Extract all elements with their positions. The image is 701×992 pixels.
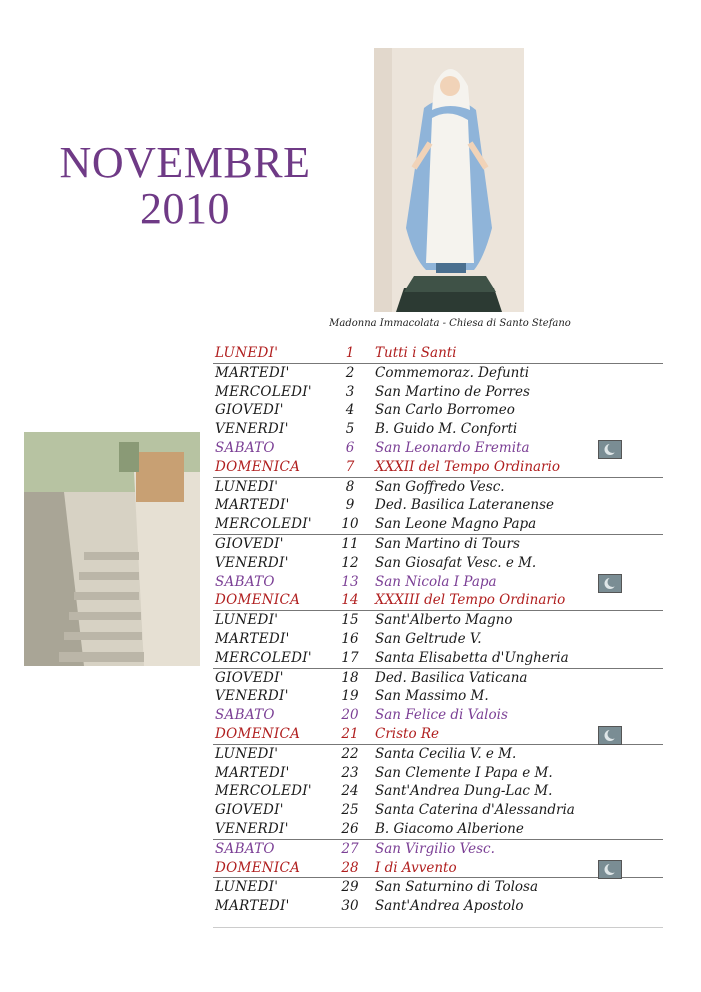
calendar-row — [213, 496, 663, 515]
saint-name: Sant'Andrea Dung-Lac M. — [375, 783, 553, 800]
saint-name: Ded. Basilica Vaticana — [375, 669, 528, 686]
day-name: SABATO — [215, 439, 275, 456]
saint-name: Santa Caterina d'Alessandria — [375, 802, 575, 819]
madonna-photo — [374, 48, 524, 312]
day-name: DOMENICA — [215, 458, 301, 475]
saint-name: San Goffredo Vesc. — [375, 478, 505, 495]
saint-name: XXXII del Tempo Ordinario — [375, 458, 560, 475]
stairway-photo — [24, 432, 200, 666]
day-name: GIOVEDI' — [215, 402, 284, 419]
day-name: LUNEDI' — [215, 478, 279, 495]
day-number: 10 — [341, 516, 359, 533]
day-name: MARTEDI' — [215, 497, 290, 514]
day-number: 1 — [345, 345, 355, 361]
saint-name: San Massimo M. — [375, 688, 489, 705]
calendar-row — [213, 725, 663, 745]
day-number: 21 — [341, 725, 359, 742]
day-name: VENERDI' — [215, 820, 289, 837]
calendar-row — [213, 591, 663, 611]
day-number: 15 — [341, 612, 359, 629]
saint-name: San Martino di Tours — [375, 535, 520, 552]
day-number: 13 — [341, 573, 359, 590]
day-number: 14 — [341, 592, 359, 609]
day-number: 17 — [341, 649, 359, 666]
saint-name: Ded. Basilica Lateranense — [375, 497, 555, 514]
day-number: 12 — [341, 554, 359, 571]
saint-name: San Nicola I Papa — [375, 573, 497, 590]
day-name: DOMENICA — [215, 592, 301, 609]
day-name: DOMENICA — [215, 725, 301, 742]
day-name: MERCOLEDI' — [215, 649, 312, 666]
saint-name: Sant'Alberto Magno — [375, 612, 513, 629]
day-name: VENERDI' — [215, 554, 289, 571]
day-name: SABATO — [215, 707, 275, 724]
calendar-row — [213, 401, 663, 420]
bottom-rule — [213, 927, 663, 928]
calendar-row — [213, 439, 663, 458]
saint-name: San Carlo Borromeo — [375, 402, 515, 419]
saint-name: Cristo Re — [375, 725, 440, 742]
calendar-row — [213, 554, 663, 573]
photo-caption: Madonna Immacolata - Chiesa di Santo Stefano — [329, 318, 571, 329]
day-name: LUNEDI' — [215, 879, 279, 896]
moon-phase-icon — [598, 574, 622, 593]
calendar-row — [213, 630, 663, 649]
saint-name: San Martino de Porres — [375, 383, 530, 400]
saint-name: San Clemente I Papa e M. — [375, 764, 553, 781]
saint-name: Tutti i Santi — [375, 345, 457, 361]
calendar-list — [213, 344, 663, 916]
day-number: 28 — [341, 859, 359, 876]
day-name: MERCOLEDI' — [215, 516, 312, 533]
day-name: MARTEDI' — [215, 898, 290, 915]
calendar-row — [213, 669, 663, 688]
day-name: MARTEDI' — [215, 630, 290, 647]
day-name: SABATO — [215, 573, 275, 590]
day-number: 5 — [345, 421, 355, 438]
day-number: 18 — [341, 669, 359, 686]
day-number: 7 — [345, 458, 355, 475]
day-name: DOMENICA — [215, 859, 301, 876]
saint-name: San Giosafat Vesc. e M. — [375, 554, 537, 571]
month-name: NOVEMBRE — [59, 138, 311, 187]
calendar-row — [213, 801, 663, 820]
calendar-row — [213, 782, 663, 801]
moon-phase-icon — [598, 726, 622, 745]
saint-name: Santa Elisabetta d'Ungheria — [375, 649, 569, 666]
saint-name: San Leonardo Eremita — [375, 439, 530, 456]
day-name: MERCOLEDI' — [215, 783, 312, 800]
calendar-row — [213, 706, 663, 725]
day-name: MARTEDI' — [215, 364, 290, 381]
day-number: 30 — [341, 898, 359, 915]
calendar-row — [213, 364, 663, 383]
day-number: 11 — [341, 535, 359, 552]
moon-phase-icon — [598, 440, 622, 459]
saint-name: B. Giacomo Alberione — [375, 820, 524, 837]
day-name: LUNEDI' — [215, 345, 279, 361]
day-number: 16 — [341, 630, 359, 647]
calendar-row — [213, 878, 663, 897]
calendar-row — [213, 687, 663, 706]
calendar-row — [213, 859, 663, 879]
calendar-row — [213, 897, 663, 916]
day-name: MARTEDI' — [215, 764, 290, 781]
day-number: 2 — [345, 364, 355, 381]
calendar-row — [213, 478, 663, 497]
calendar-row — [213, 820, 663, 840]
saint-name: San Geltrude V. — [375, 630, 482, 647]
calendar-row — [213, 535, 663, 554]
saint-name: San Virgilio Vesc. — [375, 840, 495, 857]
calendar-row — [213, 515, 663, 535]
calendar-row — [213, 611, 663, 630]
day-name: LUNEDI' — [215, 612, 279, 629]
saint-name: San Felice di Valois — [375, 707, 508, 724]
day-number: 9 — [345, 497, 355, 514]
saint-name: Santa Cecilia V. e M. — [375, 745, 517, 762]
day-name: LUNEDI' — [215, 745, 279, 762]
saint-name: San Saturnino di Tolosa — [375, 879, 539, 896]
day-number: 19 — [341, 688, 359, 705]
day-number: 20 — [341, 707, 359, 724]
day-number: 25 — [341, 802, 359, 819]
day-name: GIOVEDI' — [215, 802, 284, 819]
calendar-row — [213, 649, 663, 669]
calendar-title — [40, 140, 330, 232]
calendar-row — [213, 383, 663, 402]
day-number: 23 — [341, 764, 359, 781]
saint-name: XXXIII del Tempo Ordinario — [375, 592, 566, 609]
day-number: 8 — [345, 478, 355, 495]
moon-phase-icon — [598, 860, 622, 879]
day-name: GIOVEDI' — [215, 535, 284, 552]
day-name: SABATO — [215, 840, 275, 857]
day-name: MERCOLEDI' — [215, 383, 312, 400]
calendar-row — [213, 573, 663, 592]
year: 2010 — [140, 184, 230, 233]
calendar-row — [213, 420, 663, 439]
saint-name: Sant'Andrea Apostolo — [375, 898, 524, 915]
day-name: GIOVEDI' — [215, 669, 284, 686]
day-number: 4 — [345, 402, 355, 419]
day-name: VENERDI' — [215, 688, 289, 705]
saint-name: Commemoraz. Defunti — [375, 364, 530, 381]
day-name: VENERDI' — [215, 421, 289, 438]
day-number: 27 — [341, 840, 359, 857]
calendar-row — [213, 458, 663, 478]
day-number: 24 — [341, 783, 359, 800]
saint-name: I di Avvento — [375, 859, 457, 876]
day-number: 29 — [341, 879, 359, 896]
day-number: 3 — [345, 383, 355, 400]
calendar-row — [213, 840, 663, 859]
day-number: 6 — [345, 439, 355, 456]
calendar-row — [213, 764, 663, 783]
day-number: 26 — [341, 820, 359, 837]
saint-name: B. Guido M. Conforti — [375, 421, 518, 438]
calendar-row — [213, 745, 663, 764]
saint-name: San Leone Magno Papa — [375, 516, 537, 533]
calendar-row — [213, 344, 663, 364]
day-number: 22 — [341, 745, 359, 762]
